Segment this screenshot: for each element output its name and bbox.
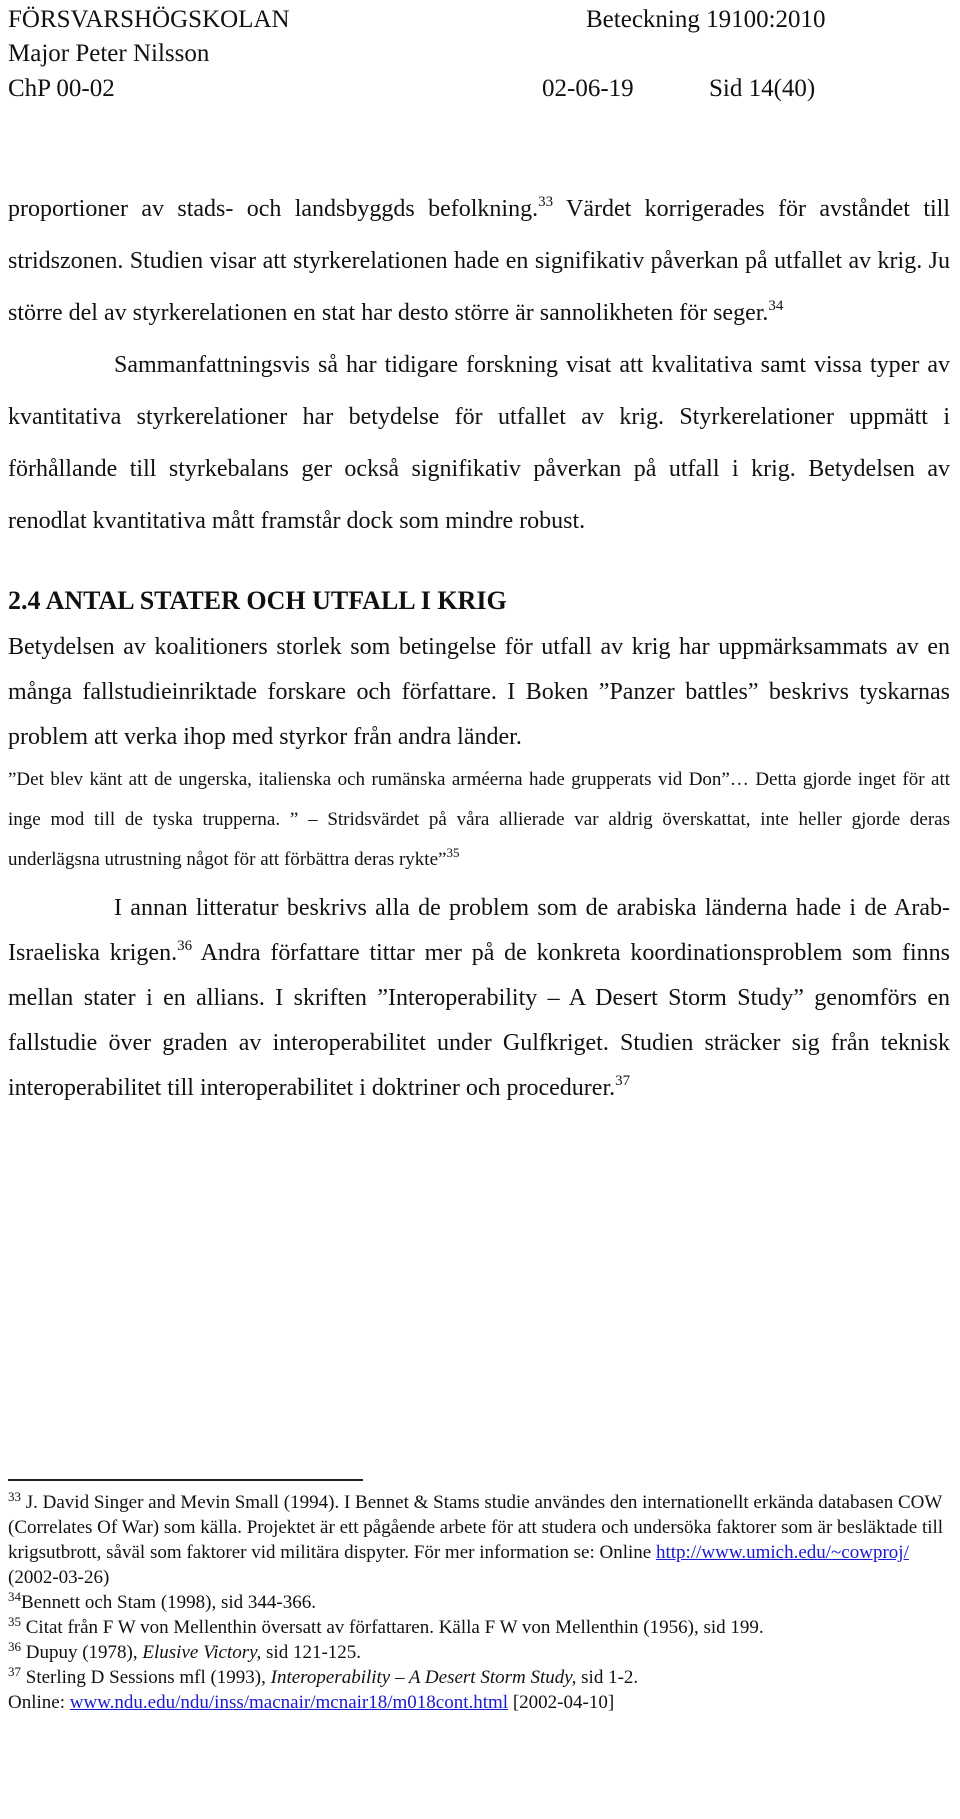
footnote-37-link[interactable]: www.ndu.edu/ndu/inss/macnair/mcnair18/m018cont.html bbox=[69, 1692, 509, 1713]
header-course: ChP 00-02 bbox=[8, 75, 115, 102]
footnote-ref-33[interactable]: 33 bbox=[538, 194, 554, 210]
footnote-33-link[interactable]: http://www.umich.edu/~cowproj/ bbox=[656, 1542, 909, 1563]
footnote-ref-34[interactable]: 34 bbox=[768, 298, 784, 314]
header-author: Major Peter Nilsson bbox=[8, 40, 210, 67]
paragraph-3: Betydelsen av koalitioners storlek som betingelse för utfall av krig har uppmärksammats av en många fallstudieinriktade forskare och författare. I Boken ”Panzer battles” beskrivs tyskarnas problem att verka ihop med styrkor från andra länder. bbox=[8, 634, 950, 750]
paragraph-4: I annan litteratur beskrivs alla de problem som de arabiska länderna hade i de Arab-Israeliska krigen.$^{36}$ Andra författare tittar mer på de konkreta koordinationsproblem som finns mellan stater i en allians. I skriften ”Interoperability – A Desert Storm Study” genomförs en fallstudie över graden av interoperabilitet under Gulfkriget. Studien sträcker sig från teknisk interoperabilitet till interoperabilitet i doktriner och procedurer.$^{37}$ bbox=[8, 895, 950, 1101]
paragraph-1: proportioner av stads- och landsbyggds befolkning.$^{33}$ Värdet korrigerades för avståndet till stridszonen. Studien visar att styrkerelationen hade en signifikativ påverkan på utfallet av krig. Ju större del av styrkerelationen en stat har desto större är sannolikheten för seger.$^{34}$ bbox=[8, 194, 951, 326]
paragraph-2: Sammanfattningsvis så har tidigare forskning visat att kvalitativa samt vissa typer av kvantitativa styrkerelationer har betydelse för utfallet av krig. Styrkerelationer uppmätt i förhållande till styrkebalans ger också signifikativ påverkan på utfall i krig. Betydelsen av renodlat kvantitativa mått framstår dock som mindre robust. bbox=[8, 352, 950, 534]
footnote-ref-36[interactable]: 36 bbox=[177, 938, 193, 954]
footnote-33: $^{33}$ J. David Singer and Mevin Small (1994). I Bennet & Stams studie användes den internationellt erkända databasen COW (Correlates Of War) som källa. Projektet är ett pågående arbete för att studera och undersöka faktorer som är besläktade till krigsutbrott, såväl som faktorer vid militära dispyter. För mer information se: Online http://www.umich.edu/~cowproj/ (2002-03-26) bbox=[8, 1489, 944, 1588]
header-date: 02-06-19 bbox=[542, 75, 634, 102]
footnote-36: $^{36}$ Dupuy (1978), Elusive Victory, sid 121-125. bbox=[8, 1639, 362, 1663]
footnote-35: $^{35}$ Citat från F W von Mellenthin översatt av författaren. Källa F W von Mellenthin (1956), sid 199. bbox=[8, 1614, 764, 1638]
footnote-34: $^{34}$Bennett och Stam (1998), sid 344-366. bbox=[8, 1589, 316, 1613]
footnote-ref-35[interactable]: 35 bbox=[446, 845, 460, 860]
footnote-ref-37[interactable]: 37 bbox=[615, 1073, 631, 1089]
footnote-37: $^{37}$ Sterling D Sessions mfl (1993), Interoperability – A Desert Storm Study, sid 1-2. Online: www.ndu.edu/ndu/inss/macnair/mcnair18/m018cont.html [2002-04-10] bbox=[8, 1664, 639, 1713]
header-org: FÖRSVARSHÖGSKOLAN bbox=[8, 6, 290, 33]
footnotes bbox=[8, 1490, 952, 1715]
footnote-divider bbox=[8, 1479, 363, 1481]
header-page-number: Sid 14(40) bbox=[709, 75, 816, 102]
body-text bbox=[8, 183, 950, 1111]
section-heading: 2.4 ANTAL STATER OCH UTFALL I KRIG bbox=[8, 586, 507, 615]
quote-block: ”Det blev känt att de ungerska, italienska och rumänska arméerna hade grupperats vid Don”… Detta gjorde inget för att inge mod till de tyska trupperna. ” – Stridsvärdet på våra allierade var aldrig överskattat, inte heller gjorde deras underlägsna utrustning något för att förbättra deras rykte”$^{35}$ bbox=[8, 769, 950, 870]
header-designation: Beteckning 19100:2010 bbox=[586, 6, 826, 33]
